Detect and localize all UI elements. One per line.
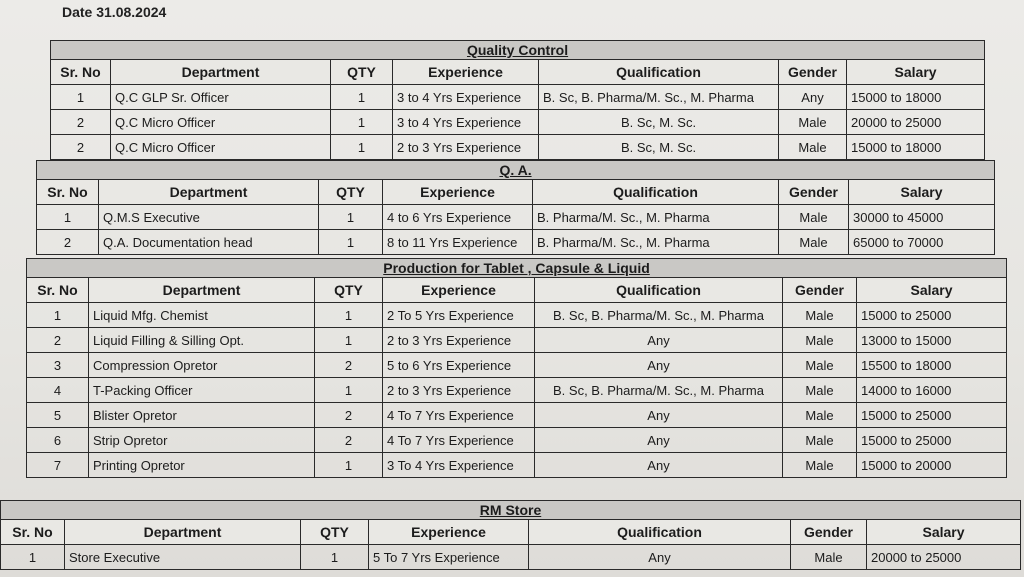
table-row [1, 545, 1021, 570]
header-department: Department [99, 180, 319, 205]
header-experience: Experience [393, 60, 539, 85]
cell-salary: 15000 to 18000 [847, 85, 985, 110]
table-row [37, 230, 995, 255]
header-sr-no: Sr. No [37, 180, 99, 205]
cell-qualification: Any [535, 328, 783, 353]
cell-department: Strip Opretor [89, 428, 315, 453]
header-row [37, 180, 995, 205]
cell-sr: 1 [51, 85, 111, 110]
section-title: RM Store [1, 501, 1021, 520]
table-row [51, 85, 985, 110]
cell-qty: 2 [315, 403, 383, 428]
header-sr-no: Sr. No [27, 278, 89, 303]
cell-department: T-Packing Officer [89, 378, 315, 403]
cell-gender: Male [783, 453, 857, 478]
section-title: Quality Control [51, 41, 985, 60]
header-gender: Gender [779, 60, 847, 85]
cell-department: Store Executive [65, 545, 301, 570]
cell-salary: 20000 to 25000 [847, 110, 985, 135]
header-sr-no: Sr. No [1, 520, 65, 545]
header-salary: Salary [847, 60, 985, 85]
cell-sr: 2 [51, 110, 111, 135]
cell-qualification: B. Sc, B. Pharma/M. Sc., M. Pharma [535, 303, 783, 328]
cell-salary: 20000 to 25000 [867, 545, 1021, 570]
cell-qty: 1 [319, 230, 383, 255]
table-row [27, 353, 1007, 378]
cell-experience: 4 to 6 Yrs Experience [383, 205, 533, 230]
cell-qty: 1 [331, 135, 393, 160]
header-department: Department [65, 520, 301, 545]
cell-gender: Male [779, 110, 847, 135]
table-row [27, 328, 1007, 353]
cell-gender: Male [783, 303, 857, 328]
cell-experience: 4 To 7 Yrs Experience [383, 403, 535, 428]
cell-experience: 3 To 4 Yrs Experience [383, 453, 535, 478]
qa-table [36, 160, 995, 255]
cell-qualification: B. Sc, M. Sc. [539, 135, 779, 160]
cell-salary: 15000 to 25000 [857, 303, 1007, 328]
cell-qualification: B. Sc, M. Sc. [539, 110, 779, 135]
production-table [26, 258, 1007, 478]
table-row [51, 135, 985, 160]
cell-qualification: Any [535, 353, 783, 378]
cell-qty: 1 [319, 205, 383, 230]
cell-experience: 2 To 5 Yrs Experience [383, 303, 535, 328]
cell-experience: 2 to 3 Yrs Experience [393, 135, 539, 160]
header-salary: Salary [867, 520, 1021, 545]
header-gender: Gender [791, 520, 867, 545]
cell-gender: Male [791, 545, 867, 570]
cell-sr: 2 [51, 135, 111, 160]
header-row [1, 520, 1021, 545]
cell-qty: 2 [315, 428, 383, 453]
table-row [27, 453, 1007, 478]
cell-department: Q.M.S Executive [99, 205, 319, 230]
cell-qualification: B. Sc, B. Pharma/M. Sc., M. Pharma [539, 85, 779, 110]
cell-qualification: Any [535, 403, 783, 428]
cell-gender: Male [783, 353, 857, 378]
cell-salary: 65000 to 70000 [849, 230, 995, 255]
cell-sr: 7 [27, 453, 89, 478]
header-row [27, 278, 1007, 303]
cell-salary: 30000 to 45000 [849, 205, 995, 230]
cell-sr: 3 [27, 353, 89, 378]
cell-department: Q.A. Documentation head [99, 230, 319, 255]
cell-qty: 1 [315, 453, 383, 478]
cell-salary: 15000 to 20000 [857, 453, 1007, 478]
cell-sr: 1 [27, 303, 89, 328]
cell-salary: 15000 to 25000 [857, 428, 1007, 453]
cell-department: Liquid Mfg. Chemist [89, 303, 315, 328]
cell-experience: 5 to 6 Yrs Experience [383, 353, 535, 378]
cell-sr: 2 [27, 328, 89, 353]
cell-sr: 5 [27, 403, 89, 428]
cell-sr: 4 [27, 378, 89, 403]
cell-experience: 5 To 7 Yrs Experience [369, 545, 529, 570]
rm-store-table [0, 500, 1021, 570]
header-qualification: Qualification [539, 60, 779, 85]
cell-gender: Male [779, 230, 849, 255]
header-gender: Gender [783, 278, 857, 303]
cell-qty: 2 [315, 353, 383, 378]
header-qty: QTY [331, 60, 393, 85]
header-department: Department [111, 60, 331, 85]
cell-qualification: B. Pharma/M. Sc., M. Pharma [533, 205, 779, 230]
cell-qualification: B. Sc, B. Pharma/M. Sc., M. Pharma [535, 378, 783, 403]
header-gender: Gender [779, 180, 849, 205]
header-salary: Salary [857, 278, 1007, 303]
cell-gender: Any [779, 85, 847, 110]
header-qualification: Qualification [533, 180, 779, 205]
cell-gender: Male [779, 205, 849, 230]
cell-experience: 4 To 7 Yrs Experience [383, 428, 535, 453]
header-qty: QTY [315, 278, 383, 303]
section-title: Production for Tablet , Capsule & Liquid [27, 259, 1007, 278]
cell-sr: 1 [1, 545, 65, 570]
cell-gender: Male [783, 328, 857, 353]
table-row [51, 110, 985, 135]
cell-department: Blister Opretor [89, 403, 315, 428]
cell-gender: Male [783, 378, 857, 403]
cell-salary: 13000 to 15000 [857, 328, 1007, 353]
cell-sr: 6 [27, 428, 89, 453]
cell-department: Compression Opretor [89, 353, 315, 378]
header-experience: Experience [383, 180, 533, 205]
cell-department: Q.C GLP Sr. Officer [111, 85, 331, 110]
cell-qualification: Any [535, 453, 783, 478]
header-qty: QTY [319, 180, 383, 205]
cell-department: Q.C Micro Officer [111, 135, 331, 160]
cell-salary: 14000 to 16000 [857, 378, 1007, 403]
cell-department: Printing Opretor [89, 453, 315, 478]
cell-qualification: Any [529, 545, 791, 570]
header-salary: Salary [849, 180, 995, 205]
header-row [51, 60, 985, 85]
cell-qty: 1 [315, 378, 383, 403]
cell-qualification: B. Pharma/M. Sc., M. Pharma [533, 230, 779, 255]
cell-sr: 1 [37, 205, 99, 230]
header-experience: Experience [369, 520, 529, 545]
cell-qty: 1 [315, 328, 383, 353]
header-department: Department [89, 278, 315, 303]
table-row [37, 205, 995, 230]
cell-salary: 15500 to 18000 [857, 353, 1007, 378]
cell-department: Q.C Micro Officer [111, 110, 331, 135]
header-qualification: Qualification [535, 278, 783, 303]
cell-sr: 2 [37, 230, 99, 255]
section-title: Q. A. [37, 161, 995, 180]
table-row [27, 403, 1007, 428]
header-experience: Experience [383, 278, 535, 303]
quality-control-table [50, 40, 985, 160]
header-sr-no: Sr. No [51, 60, 111, 85]
cell-qualification: Any [535, 428, 783, 453]
cell-department: Liquid Filling & Silling Opt. [89, 328, 315, 353]
cell-qty: 1 [331, 85, 393, 110]
table-row [27, 428, 1007, 453]
cell-experience: 3 to 4 Yrs Experience [393, 110, 539, 135]
cell-salary: 15000 to 25000 [857, 403, 1007, 428]
cell-experience: 8 to 11 Yrs Experience [383, 230, 533, 255]
cell-gender: Male [783, 403, 857, 428]
cell-gender: Male [783, 428, 857, 453]
header-qty: QTY [301, 520, 369, 545]
cell-experience: 2 to 3 Yrs Experience [383, 378, 535, 403]
cell-experience: 3 to 4 Yrs Experience [393, 85, 539, 110]
cell-experience: 2 to 3 Yrs Experience [383, 328, 535, 353]
cell-salary: 15000 to 18000 [847, 135, 985, 160]
header-qualification: Qualification [529, 520, 791, 545]
cell-qty: 1 [331, 110, 393, 135]
cell-qty: 1 [315, 303, 383, 328]
document-date: Date 31.08.2024 [62, 4, 167, 20]
table-row [27, 378, 1007, 403]
cell-gender: Male [779, 135, 847, 160]
cell-qty: 1 [301, 545, 369, 570]
table-row [27, 303, 1007, 328]
